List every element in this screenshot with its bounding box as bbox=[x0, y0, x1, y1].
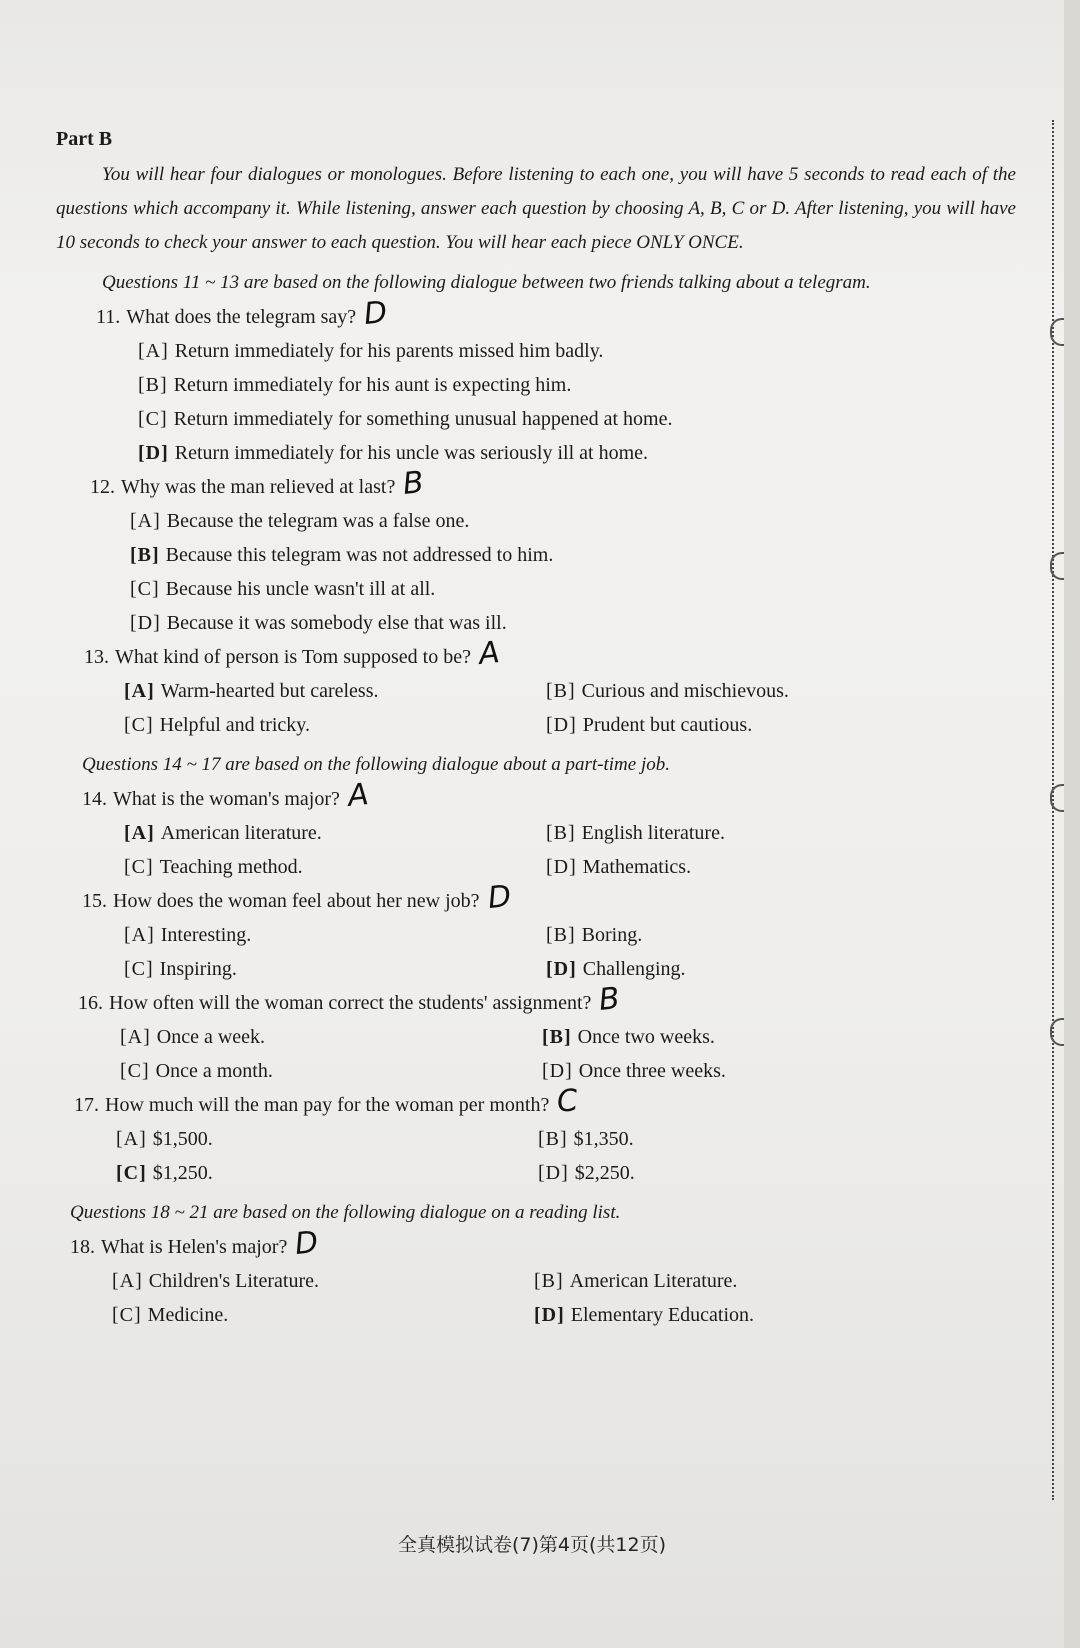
handwritten-answer: C bbox=[555, 1083, 581, 1121]
question-text: How often will the woman correct the students' assignment? bbox=[109, 992, 592, 1014]
option-selected[interactable]: [A] American literature. bbox=[124, 822, 322, 844]
option[interactable]: [A] Children's Literature. bbox=[112, 1270, 319, 1292]
handwritten-answer: D bbox=[293, 1224, 321, 1263]
binding-hole bbox=[1050, 318, 1064, 346]
option[interactable]: [A] Once a week. bbox=[120, 1026, 266, 1048]
option[interactable]: [A] Because the telegram was a false one. bbox=[130, 510, 470, 532]
question-number: 16. bbox=[78, 992, 103, 1014]
option[interactable]: [C] Return immediately for something unusual happened at home. bbox=[138, 408, 673, 430]
question-number: 12. bbox=[90, 476, 115, 498]
question-12 bbox=[90, 465, 1016, 640]
question-text: Why was the man relieved at last? bbox=[121, 476, 396, 498]
option[interactable]: [C] Helpful and tricky. bbox=[124, 714, 310, 736]
question-text: What is Helen's major? bbox=[101, 1236, 288, 1258]
handwritten-answer: A bbox=[477, 635, 502, 672]
question-number: 18. bbox=[70, 1236, 95, 1258]
binding-hole bbox=[1050, 552, 1064, 580]
question-17 bbox=[74, 1083, 1016, 1190]
section-intro: Questions 14 ~ 17 are based on the following dialogue about a part-time job. bbox=[82, 754, 670, 775]
question-14 bbox=[82, 777, 1016, 884]
binding-hole bbox=[1050, 784, 1064, 812]
handwritten-answer: A bbox=[346, 777, 371, 814]
page-content bbox=[56, 122, 1016, 1332]
question-16 bbox=[78, 981, 1016, 1088]
option[interactable]: [C] Inspiring. bbox=[124, 958, 237, 980]
option[interactable]: [B] American Literature. bbox=[534, 1270, 738, 1292]
question-15 bbox=[82, 878, 1016, 986]
option-selected[interactable]: [C] $1,250. bbox=[116, 1162, 213, 1184]
section-intro: Questions 11 ~ 13 are based on the following dialogue between two friends talking about a telegram. bbox=[102, 272, 871, 293]
option[interactable]: [C] Because his uncle wasn't ill at all. bbox=[130, 578, 436, 600]
option[interactable]: [B] $1,350. bbox=[538, 1128, 634, 1150]
option[interactable]: [C] Once a month. bbox=[120, 1060, 273, 1082]
option[interactable]: [D] Prudent but cautious. bbox=[546, 714, 753, 736]
option[interactable]: [C] Teaching method. bbox=[124, 856, 303, 878]
option-selected[interactable]: [A] Warm-hearted but careless. bbox=[124, 680, 379, 702]
option-selected[interactable]: [B] Once two weeks. bbox=[542, 1026, 715, 1048]
option[interactable]: [B] Boring. bbox=[546, 924, 643, 946]
part-title: Part B bbox=[56, 128, 113, 150]
question-text: What kind of person is Tom supposed to be? bbox=[115, 646, 471, 668]
question-text: What is the woman's major? bbox=[113, 788, 340, 810]
question-number: 15. bbox=[82, 890, 107, 912]
handwritten-answer: D bbox=[362, 294, 389, 333]
instructions: You will hear four dialogues or monologues. Before listening to each one, you will have 5 seconds to read each of the questions which accompany it. While listening, answer each question by choosing A, B, C or D. After listening, you will have 10 seconds to check your answer to each question. You will hear each piece ONLY ONCE. bbox=[56, 164, 1016, 253]
option[interactable]: [D] Mathematics. bbox=[546, 856, 692, 878]
binding-hole bbox=[1050, 1018, 1064, 1046]
question-11 bbox=[96, 294, 1016, 470]
option[interactable]: [A] Return immediately for his parents missed him badly. bbox=[138, 340, 604, 362]
option[interactable]: [A] $1,500. bbox=[116, 1128, 213, 1150]
question-text: How does the woman feel about her new job? bbox=[113, 890, 480, 912]
handwritten-answer: B bbox=[401, 465, 426, 502]
option[interactable]: [C] Medicine. bbox=[112, 1304, 229, 1326]
question-number: 13. bbox=[84, 646, 109, 668]
option[interactable]: [B] English literature. bbox=[546, 822, 725, 844]
option[interactable]: [B] Return immediately for his aunt is expecting him. bbox=[138, 374, 572, 396]
question-13 bbox=[84, 635, 1016, 742]
option-selected[interactable]: [D] Challenging. bbox=[546, 958, 686, 980]
page-footer: 全真模拟试卷(7)第4页(共12页) bbox=[397, 1534, 666, 1556]
question-text: What does the telegram say? bbox=[126, 306, 357, 328]
question-number: 11. bbox=[96, 306, 121, 328]
handwritten-answer: B bbox=[597, 981, 622, 1018]
option-selected[interactable]: [D] Return immediately for his uncle was seriously ill at home. bbox=[138, 442, 648, 464]
option[interactable]: [B] Curious and mischievous. bbox=[546, 680, 789, 702]
option-selected[interactable]: [D] Elementary Education. bbox=[534, 1304, 755, 1326]
question-text: How much will the man pay for the woman per month? bbox=[105, 1094, 550, 1116]
question-number: 14. bbox=[82, 788, 107, 810]
question-18 bbox=[70, 1224, 1016, 1332]
section-intro: Questions 18 ~ 21 are based on the following dialogue on a reading list. bbox=[70, 1202, 621, 1223]
option[interactable]: [D] $2,250. bbox=[538, 1162, 635, 1184]
handwritten-answer: D bbox=[485, 878, 513, 917]
question-number: 17. bbox=[74, 1094, 99, 1116]
option[interactable]: [D] Because it was somebody else that was ill. bbox=[130, 612, 507, 634]
option-selected[interactable]: [B] Because this telegram was not addressed to him. bbox=[130, 544, 554, 566]
option[interactable]: [D] Once three weeks. bbox=[542, 1060, 726, 1082]
option[interactable]: [A] Interesting. bbox=[124, 924, 252, 946]
